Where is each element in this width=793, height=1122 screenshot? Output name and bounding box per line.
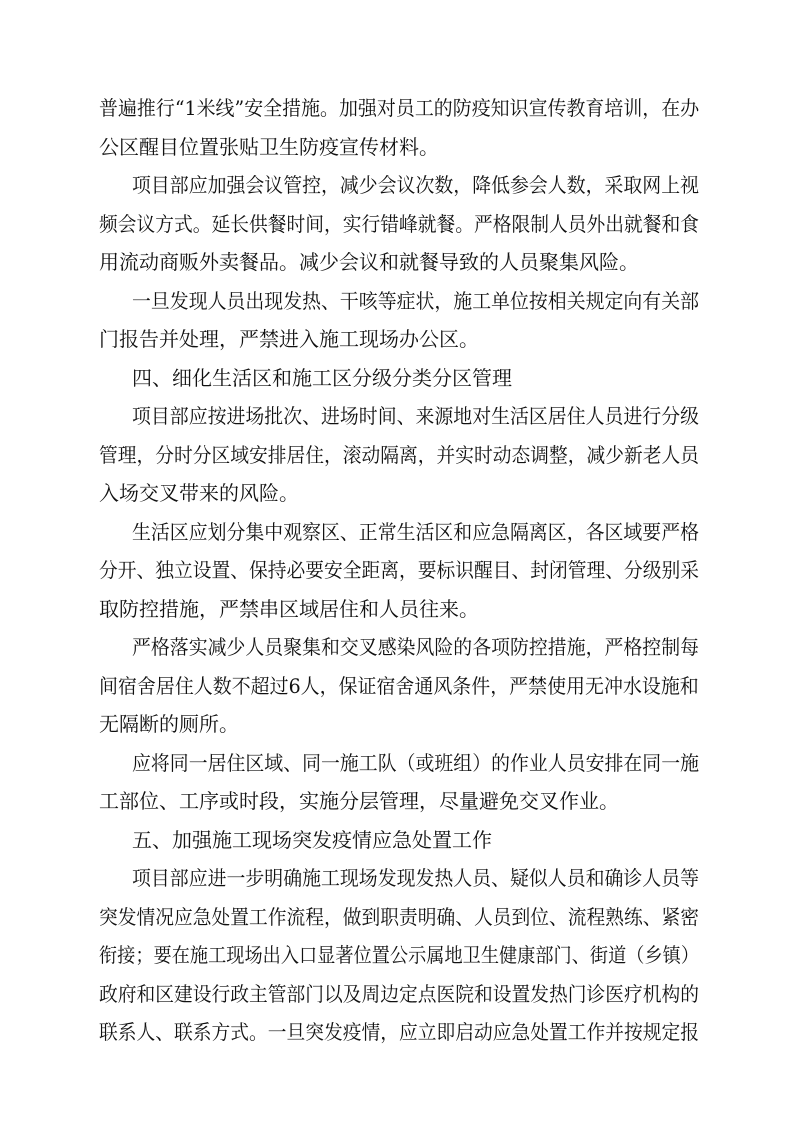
text-line-content: 政府和区建设行政主管部门以及周边定点医院和设置发热门诊医疗机构的 (99, 981, 699, 1006)
text-line-content: 生活区应划分集中观察区、正常生活区和应急隔离区，各区域要严格 (132, 519, 699, 544)
section-heading-text: 五、加强施工现场突发疫情应急处置工作 (132, 827, 492, 852)
paragraph-first-line (99, 868, 699, 888)
paragraph-first-line (99, 288, 699, 313)
section-heading-text: 四、细化生活区和施工区分级分类分区管理 (132, 365, 512, 390)
text-line-content: 项目部应按进场批次、进场时间、来源地对生活区居住人员进行分级 (132, 404, 699, 428)
text-line (99, 329, 699, 349)
paragraph-first-line (99, 406, 699, 426)
text-line-content: 衔接；要在施工现场出入口显著位置公示属地卫生健康部门、街道（乡镇） (99, 943, 700, 967)
text-line (99, 981, 699, 1006)
text-line-content: 取防控措施，严禁串区域居住和人员往来。 (99, 596, 479, 621)
text-line-content: 间宿舍居住人数不超过6人，保证宿舍通风条件，严禁使用无冲水设施和 (99, 673, 699, 698)
paragraph-first-line (99, 637, 699, 657)
text-line-content: 项目部应进一步明确施工现场发现发热人员、疑似人员和确诊人员等 (132, 866, 699, 890)
text-line-content: 一旦发现人员出现发热、干咳等症状，施工单位按相关规定向有关部 (132, 288, 699, 313)
paragraph-first-line (99, 750, 699, 775)
text-line-content: 用流动商贩外卖餐品。减少会议和就餐导致的人员聚集风险。 (99, 250, 639, 274)
text-line-content: 应将同一居住区域、同一施工队（或班组）的作业人员安排在同一施 (132, 750, 699, 775)
text-line-content: 公区醒目位置张贴卫生防疫宣传材料。 (99, 134, 439, 159)
text-line (99, 791, 699, 811)
text-line (99, 904, 699, 929)
text-line-content: 联系人、联系方式。一旦突发疫情，应立即启动应急处置工作并按规定报 (99, 1020, 699, 1044)
text-line (99, 252, 699, 272)
text-line-content: 项目部应加强会议管控，减少会议次数，降低参会人数，采取网上视 (132, 173, 699, 197)
text-line (99, 211, 699, 236)
text-line-content: 管理，分时分区域安排居住，滚动隔离，并实时动态调整，减少新老人员 (99, 442, 699, 467)
paragraph-first-line (99, 519, 699, 544)
text-line-content: 频会议方式。延长供餐时间，实行错峰就餐。严格限制人员外出就餐和食 (99, 211, 699, 236)
text-line-content: 工部位、工序或时段，实施分层管理，尽量避免交叉作业。 (99, 789, 619, 813)
text-line-content: 普遍推行“1米线”安全措施。加强对员工的防疫知识宣传教育培训，在办 (99, 96, 700, 120)
text-line (99, 560, 699, 580)
text-line-content: 无隔断的厕所。 (99, 712, 239, 736)
text-line (99, 673, 699, 698)
text-line (99, 483, 699, 503)
document-body (99, 98, 699, 1061)
section-heading (99, 365, 699, 390)
text-line-content: 入场交叉带来的风险。 (99, 481, 299, 505)
text-line-content: 突发情况应急处置工作流程，做到职责明确、人员到位、流程熟练、紧密 (99, 904, 699, 929)
text-line-content: 门报告并处理，严禁进入施工现场办公区。 (99, 327, 479, 351)
text-line (99, 945, 699, 965)
text-line-content: 严格落实减少人员聚集和交叉感染风险的各项防控措施，严格控制每 (132, 635, 699, 659)
text-line (99, 596, 699, 621)
text-line (99, 134, 699, 159)
text-line-content: 分开、独立设置、保持必要安全距离，要标识醒目、封闭管理、分级别采 (99, 558, 699, 582)
text-line (99, 98, 699, 118)
text-line (99, 1022, 699, 1042)
section-heading (99, 827, 699, 852)
text-line (99, 714, 699, 734)
text-line (99, 442, 699, 467)
paragraph-first-line (99, 175, 699, 195)
